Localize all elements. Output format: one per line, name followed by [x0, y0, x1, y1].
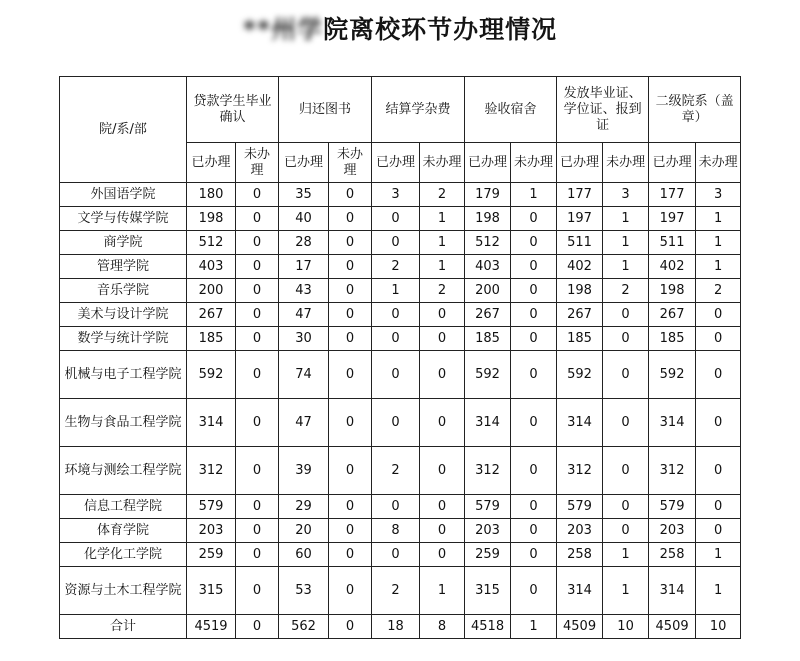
- dept-name-cell: 美术与设计学院: [60, 303, 187, 327]
- count-done-cell: 198: [465, 207, 511, 231]
- count-done-cell: 314: [187, 399, 236, 447]
- count-done-cell: 2: [372, 567, 420, 615]
- count-undone-cell: 0: [236, 399, 279, 447]
- total-row: [60, 615, 741, 639]
- departure-status-table: [59, 76, 741, 639]
- count-undone-cell: 0: [696, 303, 741, 327]
- count-done-cell: 312: [465, 447, 511, 495]
- count-undone-cell: 0: [420, 303, 465, 327]
- count-done-cell: 258: [649, 543, 696, 567]
- table-row: [60, 351, 741, 399]
- count-undone-cell: 2: [696, 279, 741, 303]
- dept-name-cell: 信息工程学院: [60, 495, 187, 519]
- count-undone-cell: 0: [236, 231, 279, 255]
- subheader-undone: 未办理: [420, 143, 465, 183]
- count-undone-cell: 3: [603, 183, 649, 207]
- count-done-cell: 314: [465, 399, 511, 447]
- count-done-cell: 200: [187, 279, 236, 303]
- count-undone-cell: 0: [603, 351, 649, 399]
- count-done-cell: 0: [372, 303, 420, 327]
- count-undone-cell: 0: [511, 303, 557, 327]
- count-done-cell: 1: [372, 279, 420, 303]
- count-done-cell: 402: [649, 255, 696, 279]
- count-done-cell: 579: [557, 495, 603, 519]
- dept-name-cell: 资源与土木工程学院: [60, 567, 187, 615]
- count-done-cell: 40: [279, 207, 329, 231]
- count-undone-cell: 0: [329, 495, 372, 519]
- count-done-cell: 60: [279, 543, 329, 567]
- count-undone-cell: 0: [511, 231, 557, 255]
- count-undone-cell: 1: [603, 567, 649, 615]
- count-done-cell: 43: [279, 279, 329, 303]
- count-undone-cell: 0: [236, 519, 279, 543]
- count-done-cell: 258: [557, 543, 603, 567]
- count-undone-cell: 1: [696, 207, 741, 231]
- count-done-cell: 592: [187, 351, 236, 399]
- count-done-cell: 203: [187, 519, 236, 543]
- dept-name-cell: 环境与测绘工程学院: [60, 447, 187, 495]
- count-undone-cell: 0: [420, 543, 465, 567]
- count-undone-cell: 0: [236, 495, 279, 519]
- count-done-cell: 312: [557, 447, 603, 495]
- count-done-cell: 198: [557, 279, 603, 303]
- count-done-cell: 267: [465, 303, 511, 327]
- count-done-cell: 267: [649, 303, 696, 327]
- count-undone-cell: 0: [511, 279, 557, 303]
- count-undone-cell: 0: [329, 303, 372, 327]
- count-done-cell: 28: [279, 231, 329, 255]
- total-done-cell: 4518: [465, 615, 511, 639]
- count-done-cell: 197: [649, 207, 696, 231]
- count-done-cell: 47: [279, 399, 329, 447]
- count-done-cell: 0: [372, 351, 420, 399]
- count-done-cell: 177: [557, 183, 603, 207]
- title-text: 院离校环节办理情况: [323, 15, 558, 44]
- table-row: [60, 447, 741, 495]
- count-undone-cell: 0: [329, 231, 372, 255]
- count-done-cell: 185: [187, 327, 236, 351]
- count-done-cell: 0: [372, 543, 420, 567]
- group-header-certificates: 发放毕业证、学位证、报到证: [557, 77, 649, 143]
- count-undone-cell: 0: [511, 399, 557, 447]
- count-done-cell: 53: [279, 567, 329, 615]
- count-undone-cell: 1: [420, 567, 465, 615]
- table-row: [60, 255, 741, 279]
- count-undone-cell: 0: [511, 519, 557, 543]
- dept-name-cell: 外国语学院: [60, 183, 187, 207]
- count-undone-cell: 0: [696, 519, 741, 543]
- count-undone-cell: 0: [603, 447, 649, 495]
- count-undone-cell: 0: [511, 567, 557, 615]
- count-done-cell: 315: [465, 567, 511, 615]
- count-done-cell: 314: [557, 567, 603, 615]
- count-undone-cell: 0: [603, 519, 649, 543]
- count-undone-cell: 1: [420, 231, 465, 255]
- count-undone-cell: 0: [603, 399, 649, 447]
- count-done-cell: 197: [557, 207, 603, 231]
- count-undone-cell: 0: [329, 207, 372, 231]
- total-undone-cell: 0: [236, 615, 279, 639]
- count-undone-cell: 0: [329, 327, 372, 351]
- count-done-cell: 0: [372, 495, 420, 519]
- blurred-school-name: **州学: [242, 15, 324, 44]
- count-done-cell: 402: [557, 255, 603, 279]
- page-title: [0, 10, 800, 46]
- count-done-cell: 20: [279, 519, 329, 543]
- group-header-fees: 结算学杂费: [372, 77, 465, 143]
- count-done-cell: 180: [187, 183, 236, 207]
- table-row: [60, 303, 741, 327]
- count-undone-cell: 2: [420, 183, 465, 207]
- count-done-cell: 35: [279, 183, 329, 207]
- subheader-done: 已办理: [465, 143, 511, 183]
- count-undone-cell: 1: [420, 207, 465, 231]
- table-row: [60, 183, 741, 207]
- count-undone-cell: 0: [511, 543, 557, 567]
- count-undone-cell: 0: [511, 327, 557, 351]
- dept-name-cell: 生物与食品工程学院: [60, 399, 187, 447]
- table-body: [60, 183, 741, 639]
- dept-name-cell: 化学化工学院: [60, 543, 187, 567]
- dept-name-cell: 管理学院: [60, 255, 187, 279]
- count-done-cell: 47: [279, 303, 329, 327]
- count-done-cell: 203: [557, 519, 603, 543]
- count-undone-cell: 0: [236, 351, 279, 399]
- subheader-done: 已办理: [279, 143, 329, 183]
- count-done-cell: 203: [465, 519, 511, 543]
- count-undone-cell: 0: [696, 495, 741, 519]
- count-undone-cell: 0: [236, 183, 279, 207]
- count-done-cell: 2: [372, 255, 420, 279]
- count-done-cell: 0: [372, 207, 420, 231]
- count-undone-cell: 0: [511, 447, 557, 495]
- count-done-cell: 312: [187, 447, 236, 495]
- count-done-cell: 592: [649, 351, 696, 399]
- count-undone-cell: 0: [236, 207, 279, 231]
- count-done-cell: 512: [187, 231, 236, 255]
- count-done-cell: 267: [557, 303, 603, 327]
- count-undone-cell: 0: [236, 303, 279, 327]
- count-undone-cell: 1: [696, 567, 741, 615]
- dept-name-cell: 文学与传媒学院: [60, 207, 187, 231]
- dept-name-cell: 数学与统计学院: [60, 327, 187, 351]
- subheader-done: 已办理: [372, 143, 420, 183]
- count-undone-cell: 0: [329, 543, 372, 567]
- count-undone-cell: 0: [511, 495, 557, 519]
- count-undone-cell: 0: [420, 519, 465, 543]
- count-done-cell: 30: [279, 327, 329, 351]
- count-done-cell: 0: [372, 327, 420, 351]
- count-undone-cell: 1: [603, 543, 649, 567]
- group-header-dorm: 验收宿舍: [465, 77, 557, 143]
- total-label: 合计: [60, 615, 187, 639]
- count-undone-cell: 0: [329, 399, 372, 447]
- table-row: [60, 495, 741, 519]
- count-undone-cell: 0: [236, 327, 279, 351]
- count-undone-cell: 0: [696, 447, 741, 495]
- count-undone-cell: 1: [603, 231, 649, 255]
- count-done-cell: 198: [649, 279, 696, 303]
- total-undone-cell: 10: [696, 615, 741, 639]
- count-undone-cell: 0: [696, 399, 741, 447]
- subheader-undone: 未办理: [329, 143, 372, 183]
- count-done-cell: 579: [465, 495, 511, 519]
- subheader-done: 已办理: [557, 143, 603, 183]
- count-done-cell: 579: [649, 495, 696, 519]
- count-done-cell: 200: [465, 279, 511, 303]
- count-done-cell: 29: [279, 495, 329, 519]
- subheader-undone: 未办理: [511, 143, 557, 183]
- count-done-cell: 179: [465, 183, 511, 207]
- subheader-done: 已办理: [187, 143, 236, 183]
- count-undone-cell: 0: [329, 279, 372, 303]
- group-header-department-seal: 二级院系（盖章）: [649, 77, 741, 143]
- count-done-cell: 185: [465, 327, 511, 351]
- count-undone-cell: 0: [511, 207, 557, 231]
- table-row: [60, 279, 741, 303]
- count-done-cell: 185: [649, 327, 696, 351]
- subheader-done: 已办理: [649, 143, 696, 183]
- count-undone-cell: 0: [236, 279, 279, 303]
- count-undone-cell: 0: [511, 351, 557, 399]
- count-undone-cell: 0: [420, 447, 465, 495]
- count-done-cell: 203: [649, 519, 696, 543]
- count-undone-cell: 1: [696, 231, 741, 255]
- count-undone-cell: 1: [696, 543, 741, 567]
- count-undone-cell: 1: [420, 255, 465, 279]
- count-done-cell: 511: [649, 231, 696, 255]
- subheader-undone: 未办理: [236, 143, 279, 183]
- count-undone-cell: 2: [420, 279, 465, 303]
- count-done-cell: 8: [372, 519, 420, 543]
- table-row: [60, 567, 741, 615]
- group-header-books: 归还图书: [279, 77, 372, 143]
- count-done-cell: 314: [649, 399, 696, 447]
- total-done-cell: 4509: [649, 615, 696, 639]
- subheader-undone: 未办理: [696, 143, 741, 183]
- count-done-cell: 511: [557, 231, 603, 255]
- table-row: [60, 207, 741, 231]
- count-done-cell: 0: [372, 399, 420, 447]
- count-undone-cell: 0: [603, 327, 649, 351]
- count-done-cell: 512: [465, 231, 511, 255]
- dept-name-cell: 商学院: [60, 231, 187, 255]
- count-done-cell: 3: [372, 183, 420, 207]
- count-undone-cell: 2: [603, 279, 649, 303]
- table-row: [60, 399, 741, 447]
- count-undone-cell: 0: [329, 255, 372, 279]
- count-done-cell: 259: [465, 543, 511, 567]
- total-undone-cell: 8: [420, 615, 465, 639]
- count-done-cell: 579: [187, 495, 236, 519]
- dept-column-header: 院/系/部: [60, 77, 187, 183]
- count-done-cell: 185: [557, 327, 603, 351]
- count-undone-cell: 0: [329, 447, 372, 495]
- count-done-cell: 177: [649, 183, 696, 207]
- count-done-cell: 403: [465, 255, 511, 279]
- dept-name-cell: 音乐学院: [60, 279, 187, 303]
- table-row: [60, 543, 741, 567]
- count-undone-cell: 0: [236, 567, 279, 615]
- total-done-cell: 4519: [187, 615, 236, 639]
- total-undone-cell: 10: [603, 615, 649, 639]
- count-undone-cell: 0: [420, 327, 465, 351]
- total-undone-cell: 1: [511, 615, 557, 639]
- count-done-cell: 312: [649, 447, 696, 495]
- count-done-cell: 314: [649, 567, 696, 615]
- count-undone-cell: 0: [420, 399, 465, 447]
- count-done-cell: 2: [372, 447, 420, 495]
- count-done-cell: 0: [372, 231, 420, 255]
- count-undone-cell: 0: [603, 495, 649, 519]
- count-undone-cell: 0: [420, 495, 465, 519]
- table-row: [60, 231, 741, 255]
- count-undone-cell: 1: [603, 207, 649, 231]
- dept-name-cell: 机械与电子工程学院: [60, 351, 187, 399]
- total-done-cell: 18: [372, 615, 420, 639]
- count-undone-cell: 0: [236, 255, 279, 279]
- count-done-cell: 592: [465, 351, 511, 399]
- count-done-cell: 403: [187, 255, 236, 279]
- table-row: [60, 327, 741, 351]
- count-undone-cell: 1: [511, 183, 557, 207]
- count-done-cell: 315: [187, 567, 236, 615]
- count-undone-cell: 0: [236, 447, 279, 495]
- count-done-cell: 259: [187, 543, 236, 567]
- table-row: [60, 519, 741, 543]
- count-done-cell: 592: [557, 351, 603, 399]
- total-undone-cell: 0: [329, 615, 372, 639]
- count-done-cell: 314: [557, 399, 603, 447]
- count-undone-cell: 3: [696, 183, 741, 207]
- total-done-cell: 562: [279, 615, 329, 639]
- subheader-undone: 未办理: [603, 143, 649, 183]
- count-undone-cell: 0: [329, 183, 372, 207]
- count-done-cell: 198: [187, 207, 236, 231]
- count-done-cell: 267: [187, 303, 236, 327]
- count-done-cell: 74: [279, 351, 329, 399]
- count-undone-cell: 0: [329, 567, 372, 615]
- count-undone-cell: 0: [236, 543, 279, 567]
- count-undone-cell: 0: [329, 351, 372, 399]
- total-done-cell: 4509: [557, 615, 603, 639]
- count-undone-cell: 0: [696, 327, 741, 351]
- count-undone-cell: 0: [329, 519, 372, 543]
- count-undone-cell: 1: [603, 255, 649, 279]
- count-undone-cell: 0: [420, 351, 465, 399]
- count-done-cell: 17: [279, 255, 329, 279]
- count-done-cell: 39: [279, 447, 329, 495]
- count-undone-cell: 0: [511, 255, 557, 279]
- dept-name-cell: 体育学院: [60, 519, 187, 543]
- group-header-loan: 贷款学生毕业确认: [187, 77, 279, 143]
- count-undone-cell: 0: [696, 351, 741, 399]
- count-undone-cell: 0: [603, 303, 649, 327]
- count-undone-cell: 1: [696, 255, 741, 279]
